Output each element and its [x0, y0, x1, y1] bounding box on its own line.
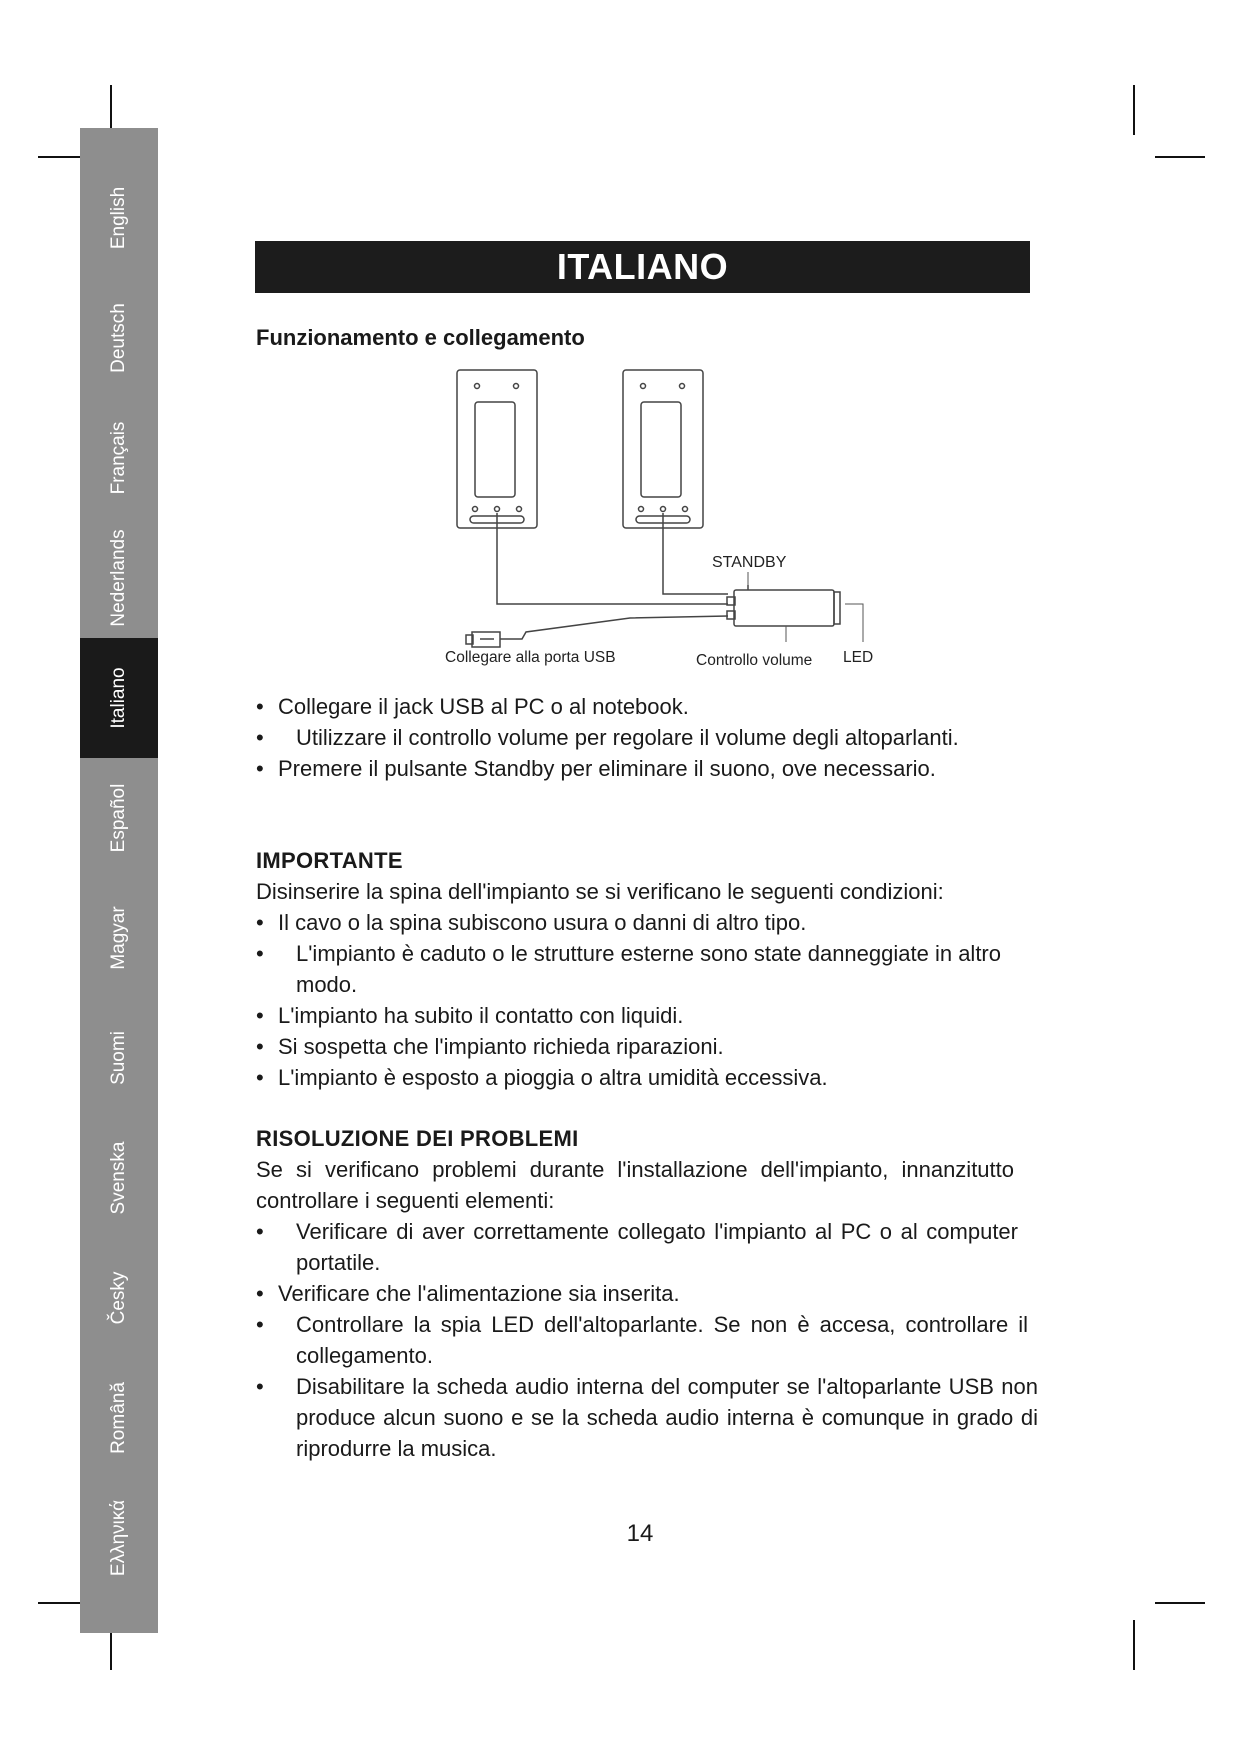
lang-tab-label: Español [108, 783, 129, 853]
lang-tab-greek [80, 1478, 158, 1598]
list-item: • Controllare la spia LED dell'altoparlante. Se non è accesa, controllare il collegamento. [256, 1309, 1028, 1371]
lang-tab-svenska [80, 1118, 158, 1238]
connection-diagram [430, 360, 890, 680]
operation-bullet-list [256, 691, 1026, 784]
lang-tab-label: Română [108, 1382, 129, 1454]
list-item-text: Il cavo o la spina subiscono usura o danni di altro tipo. [278, 910, 807, 935]
list-item-text: Verificare di aver correttamente collegato l'impianto al PC o al computer portatile. [296, 1219, 1018, 1275]
language-sidebar [80, 128, 158, 1633]
lang-tab-nederlands [80, 518, 158, 638]
lang-tab-label: Suomi [108, 1031, 129, 1085]
list-item-text: Collegare il jack USB al PC o al notebook. [278, 694, 689, 719]
page-title-bar: ITALIANO [255, 241, 1030, 293]
list-item: • L'impianto è caduto o le strutture esterne sono state danneggiate in altro modo. [256, 941, 1001, 997]
lang-tab-english [80, 158, 158, 278]
volume-control-box [727, 585, 840, 626]
lang-tab-espanol [80, 758, 158, 878]
list-item: • Premere il pulsante Standby per eliminare il suono, ove necessario. [256, 756, 936, 781]
lang-tab-italiano [80, 638, 158, 758]
lang-tab-romana [80, 1358, 158, 1478]
diagram-label-standby: STANDBY [712, 554, 787, 571]
crop-mark [1133, 85, 1135, 135]
lang-tab-label: Magyar [108, 906, 129, 970]
list-item: • Il cavo o la spina subiscono usura o danni di altro tipo. [256, 910, 807, 935]
section-heading-troubleshooting: RISOLUZIONE DEI PROBLEMI [256, 1126, 579, 1151]
diagram-label-volume: Controllo volume [696, 652, 813, 669]
troubleshooting-intro: Se si verificano problemi durante l'installazione dell'impianto, innanzitutto controllare i seguenti elementi: [256, 1157, 1014, 1213]
lang-tab-label: Svenska [108, 1141, 129, 1215]
list-item: • Disabilitare la scheda audio interna del computer se l'altoparlante USB non produce alcun suono e se la scheda audio interna è comunque in grado di riprodurre la musica. [256, 1371, 1038, 1464]
list-item-text: Controllare la spia LED dell'altoparlante. Se non è accesa, controllare il collegamento. [296, 1312, 1028, 1368]
lang-tab-magyar [80, 878, 158, 998]
lang-tab-label: Ελληνικά [108, 1499, 129, 1577]
page-number: 14 [626, 1520, 654, 1547]
crop-mark [1155, 1602, 1205, 1604]
list-item: • Verificare che l'alimentazione sia inserita. [256, 1281, 680, 1306]
diagram-label-usb: Collegare alla porta USB [445, 649, 616, 666]
list-item: • Verificare di aver correttamente collegato l'impianto al PC o al computer portatile. [256, 1216, 1018, 1278]
list-item-text: Premere il pulsante Standby per eliminare il suono, ove necessario. [278, 756, 936, 781]
list-item-text: L'impianto è esposto a pioggia o altra umidità eccessiva. [278, 1065, 828, 1090]
crop-mark [1155, 156, 1205, 158]
important-intro: Disinserire la spina dell'impianto se si verificano le seguenti condizioni: [256, 879, 944, 904]
list-item: • L'impianto ha subito il contatto con liquidi. [256, 1003, 684, 1028]
list-item-text: Disabilitare la scheda audio interna del computer se l'altoparlante USB non produce alcun suono e se la scheda audio interna è comunque in grado di riprodurre la musica. [296, 1374, 1038, 1461]
lang-tab-label: Nederlands [108, 529, 129, 627]
important-bullet-list [256, 907, 1026, 1093]
list-item: • Si sospetta che l'impianto richieda riparazioni. [256, 1034, 724, 1059]
lang-tab-label: Česky [108, 1271, 129, 1325]
lang-tab-cesky [80, 1238, 158, 1358]
speaker-left [457, 370, 537, 528]
list-item: • L'impianto è esposto a pioggia o altra umidità eccessiva. [256, 1065, 828, 1090]
section-heading-important: IMPORTANTE [256, 848, 403, 873]
lang-tab-label: Italiano [108, 667, 129, 729]
lang-tab-label: English [108, 186, 129, 250]
list-item-text: Verificare che l'alimentazione sia inserita. [278, 1281, 680, 1306]
cables [497, 513, 728, 639]
list-item: • Utilizzare il controllo volume per regolare il volume degli altoparlanti. [256, 722, 1048, 753]
troubleshooting-bullet-list [256, 1216, 1038, 1464]
lang-tab-label: Deutsch [108, 303, 129, 373]
usb-plug-icon [466, 632, 500, 647]
lang-tab-suomi [80, 998, 158, 1118]
section-heading-operation: Funzionamento e collegamento [256, 325, 585, 350]
list-item: • Collegare il jack USB al PC o al notebook. [256, 694, 689, 719]
lang-tab-francais [80, 398, 158, 518]
list-item-text: Utilizzare il controllo volume per regolare il volume degli altoparlanti. [296, 725, 959, 750]
diagram-label-led: LED [843, 649, 874, 666]
lang-tab-label: Français [108, 421, 129, 495]
callout-lines [748, 572, 863, 642]
list-item-text: Si sospetta che l'impianto richieda riparazioni. [278, 1034, 724, 1059]
lang-tab-deutsch [80, 278, 158, 398]
list-item-text: L'impianto è caduto o le strutture esterne sono state danneggiate in altro modo. [296, 941, 1001, 997]
list-item-text: L'impianto ha subito il contatto con liquidi. [278, 1003, 684, 1028]
speaker-right [623, 370, 703, 528]
crop-mark [1133, 1620, 1135, 1670]
